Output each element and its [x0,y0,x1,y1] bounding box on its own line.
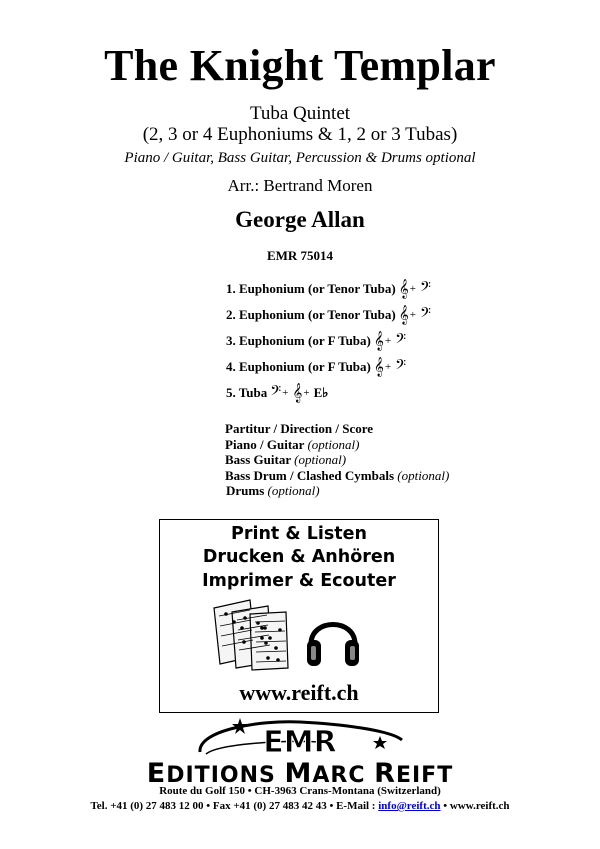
extras-list [225,421,449,499]
extra-item [225,421,449,437]
print-listen-en: Print & Listen [231,524,367,544]
emr-logo-text: EMR [263,725,337,760]
bass-clef-icon: 𝄢 [270,383,282,403]
print-listen-fr: Imprimer & Ecouter [202,571,396,591]
page-title: The Knight Templar [104,41,496,90]
e-flat-icon: E♭ [313,385,329,400]
emr-logo [170,716,430,760]
arranger: Arr.: Bertrand Moren [227,176,373,195]
subtitle: Tuba Quintet [249,103,351,124]
publisher-initial: E [146,758,167,789]
plus-sign: + [303,387,310,399]
treble-clef-icon: 𝄞 [398,305,409,325]
publisher-word: ARC [312,763,375,788]
sheet-music-icon [210,598,294,672]
optional-note: Piano / Guitar, Bass Guitar, Percussion & Drums optional [124,150,476,166]
bass-clef-icon: 𝄢 [419,305,431,325]
contact-website: • www.reift.ch [440,800,510,812]
plus-sign: + [409,309,416,321]
part-label: 5. Tuba [226,385,268,400]
extra-note: (optional) [294,452,347,467]
composer: George Allan [235,207,365,232]
publisher-word: EIFT [395,763,454,788]
bass-clef-icon: 𝄢 [395,357,407,377]
publisher-initial: M [284,758,313,789]
website-link[interactable]: www.reift.ch [239,680,359,705]
treble-clef-icon: 𝄞 [373,331,384,351]
part-item [226,328,431,354]
extra-item [225,437,449,453]
extra-note: (optional) [307,436,360,452]
part-item [226,354,431,380]
bass-clef-icon: 𝄢 [419,279,431,299]
part-label: 2. Euphonium (or Tenor Tuba) [226,307,396,322]
bass-clef-icon: 𝄢 [395,331,407,351]
plus-sign: + [384,361,392,373]
extra-label: Partitur / Direction / Score [225,421,374,436]
extra-label: Drums [226,483,265,498]
email-link[interactable]: info@reift.ch [378,800,441,812]
treble-clef-icon: 𝄞 [373,357,384,377]
print-listen-de: Drucken & Anhören [202,547,396,567]
part-label: 4. Euphonium (or F Tuba) [226,359,371,374]
extra-item [225,468,449,484]
publisher-word: DITIONS [166,763,285,788]
extra-note: (optional) [267,483,320,498]
extra-note: (optional) [397,467,450,483]
treble-clef-icon: 𝄞 [398,279,409,299]
plus-sign: + [282,387,289,399]
extra-item [225,452,449,468]
part-item [226,276,431,302]
plus-sign: + [384,335,392,347]
part-label: 1. Euphonium (or Tenor Tuba) [226,281,396,296]
catalog-number: EMR 75014 [266,248,334,263]
part-label: 3. Euphonium (or F Tuba) [226,333,371,348]
instrumentation: (2, 3 or 4 Euphoniums & 1, 2 or 3 Tubas) [142,124,458,145]
part-item [226,302,431,328]
extra-label: Bass Guitar [225,452,291,467]
plus-sign: + [409,283,416,295]
extra-label: Piano / Guitar [225,436,305,452]
extra-item [225,483,449,499]
parts-list [226,276,431,406]
contact-phone-fax: Tel. +41 (0) 27 483 12 00 • Fax +41 (0) 27 483 42 43 • E-Mail : [90,800,379,812]
part-item [226,380,431,406]
publisher-initial: R [374,758,396,789]
contact-line [0,800,600,812]
print-listen-box [159,519,439,713]
address-line: Route du Golf 150 • CH-3963 Crans-Montana (Switzerland) [159,785,441,797]
treble-clef-icon: 𝄞 [292,383,303,403]
headphones-icon [305,608,361,672]
extra-label: Bass Drum / Clashed Cymbals [225,467,395,483]
